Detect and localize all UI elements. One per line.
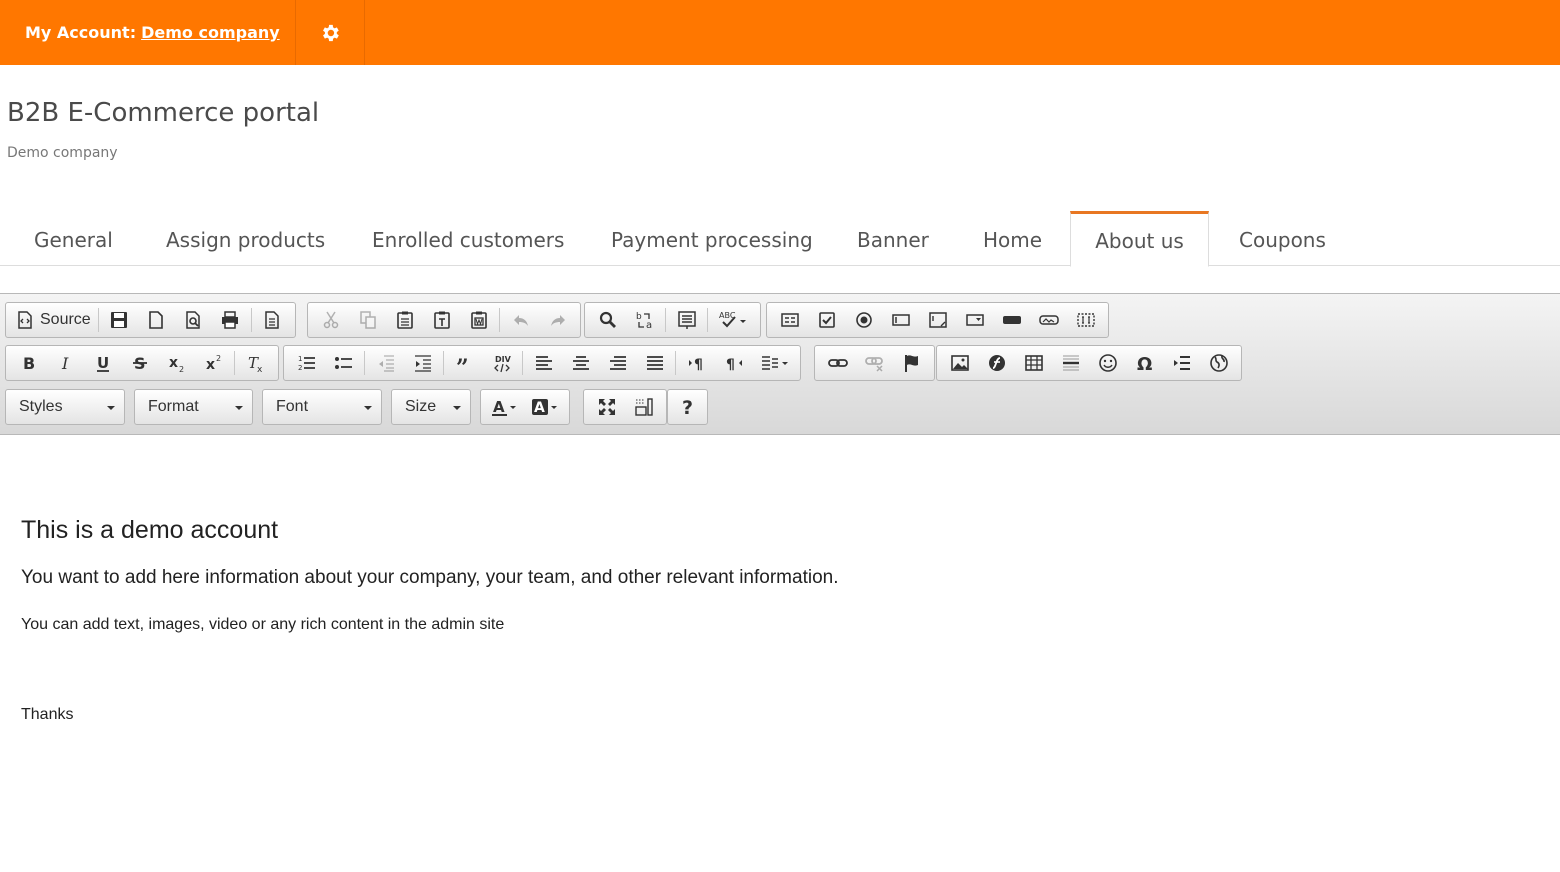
svg-text:2: 2: [178, 365, 184, 373]
tab-enrolled-customers[interactable]: Enrolled customers: [372, 227, 565, 252]
select-button[interactable]: [956, 305, 993, 335]
tab-payment-processing[interactable]: Payment processing: [611, 227, 813, 252]
print-button[interactable]: [212, 305, 249, 335]
preview-icon: [183, 310, 203, 330]
paste-text-icon: [432, 310, 452, 330]
page-break-icon: [1172, 353, 1192, 373]
svg-text:B: B: [22, 354, 35, 373]
numbered-list-button[interactable]: [288, 348, 325, 378]
flash-button[interactable]: [978, 348, 1015, 378]
svg-text:x: x: [168, 355, 178, 371]
align-justify-icon: [645, 353, 665, 373]
forms-group: [766, 302, 1109, 338]
paste-word-button[interactable]: [460, 305, 497, 335]
save-button[interactable]: [101, 305, 138, 335]
superscript-button[interactable]: [195, 348, 232, 378]
link-button[interactable]: [819, 348, 856, 378]
select-icon: [965, 310, 985, 330]
help-button[interactable]: [669, 392, 706, 422]
text-direction-ltr-icon: [687, 353, 707, 373]
align-center-icon: [571, 353, 591, 373]
svg-text:x: x: [256, 365, 262, 373]
unlink-button[interactable]: [856, 348, 893, 378]
separator: [499, 308, 500, 332]
unlink-icon: [865, 353, 885, 373]
text-direction-rtl-icon: [724, 353, 744, 373]
colors-group: [480, 389, 570, 425]
select-all-icon: [677, 310, 697, 330]
undo-button[interactable]: [502, 305, 539, 335]
links-group: [814, 345, 935, 381]
text-color-button[interactable]: [485, 392, 525, 422]
subscript-button[interactable]: [158, 348, 195, 378]
svg-text:T: T: [247, 354, 258, 372]
underline-icon: [93, 353, 113, 373]
increase-indent-button[interactable]: [404, 348, 441, 378]
font-dropdown[interactable]: [262, 389, 382, 425]
maximize-button[interactable]: [588, 392, 625, 422]
svg-text:?: ?: [681, 397, 693, 417]
image-button[interactable]: [941, 348, 978, 378]
tab-home[interactable]: Home: [983, 227, 1043, 252]
remove-format-button[interactable]: [237, 348, 274, 378]
help-group: [667, 389, 708, 425]
underline-button[interactable]: [84, 348, 121, 378]
chevron-down-icon: [235, 406, 243, 410]
svg-text:x: x: [205, 357, 215, 373]
background-color-icon: [531, 397, 559, 417]
new-page-button[interactable]: [138, 305, 175, 335]
align-left-icon: [534, 353, 554, 373]
preview-button[interactable]: [175, 305, 212, 335]
ltr-button[interactable]: [678, 348, 715, 378]
radio-icon: [854, 310, 874, 330]
styles-dropdown[interactable]: [5, 389, 125, 425]
insert-group: [936, 345, 1242, 381]
subscript-icon: [167, 353, 187, 373]
hidden-field-icon: [1076, 310, 1096, 330]
svg-text:”: ”: [455, 355, 469, 373]
horizontal-rule-button[interactable]: [1052, 348, 1089, 378]
size-dropdown[interactable]: [391, 389, 471, 425]
bulleted-list-button[interactable]: [325, 348, 362, 378]
italic-icon: [56, 353, 76, 373]
chevron-down-icon: [364, 406, 372, 410]
gear-icon: [319, 22, 341, 44]
svg-text:Ω: Ω: [1136, 354, 1152, 373]
image-button-icon: [1039, 310, 1059, 330]
checkbox-icon: [817, 310, 837, 330]
account-section: [0, 0, 296, 65]
font-label: Font: [276, 398, 309, 415]
strikethrough-icon: [130, 353, 150, 373]
hidden-field-button[interactable]: [1067, 305, 1104, 335]
styles-label: Styles: [19, 398, 63, 415]
textarea-button[interactable]: [919, 305, 956, 335]
clipboard-group: [307, 302, 581, 338]
align-right-button[interactable]: [599, 348, 636, 378]
content-heading: This is a demo account: [21, 516, 279, 544]
copy-button[interactable]: [349, 305, 386, 335]
show-blocks-icon: [634, 397, 654, 417]
separator: [443, 351, 444, 375]
page-subtitle: Demo company: [7, 145, 118, 161]
smiley-icon: [1098, 353, 1118, 373]
separator: [364, 351, 365, 375]
content-paragraph: Thanks: [21, 706, 74, 723]
link-icon: [828, 353, 848, 373]
superscript-icon: [204, 353, 224, 373]
tab-assign-products[interactable]: Assign products: [166, 227, 326, 252]
tab-bar: [0, 211, 1560, 266]
smiley-button[interactable]: [1089, 348, 1126, 378]
find-button[interactable]: [589, 305, 626, 335]
horizontal-rule-icon: [1061, 353, 1081, 373]
content-paragraph: You want to add here information about your company, your team, and other relevant information.: [21, 567, 839, 588]
indent-icon: [413, 353, 433, 373]
svg-text:DIV: DIV: [494, 355, 511, 364]
svg-text:¶: ¶: [693, 357, 703, 373]
image-icon: [950, 353, 970, 373]
svg-text:¶: ¶: [725, 357, 735, 373]
bold-icon: [19, 353, 39, 373]
form-button[interactable]: [771, 305, 808, 335]
svg-text:A: A: [534, 400, 545, 416]
strike-button[interactable]: [121, 348, 158, 378]
radio-button[interactable]: [845, 305, 882, 335]
align-center-button[interactable]: [562, 348, 599, 378]
company-link[interactable]: Demo company: [141, 23, 280, 42]
separator: [251, 308, 252, 332]
table-icon: [1024, 353, 1044, 373]
omega-icon: [1135, 353, 1155, 373]
create-div-button[interactable]: [483, 348, 520, 378]
size-label: Size: [405, 398, 437, 415]
tab-about-us[interactable]: About us: [1070, 211, 1209, 267]
image-button-button[interactable]: [1030, 305, 1067, 335]
div-icon: [492, 353, 512, 373]
account-label: My Account:: [25, 23, 137, 42]
decrease-indent-button[interactable]: [367, 348, 404, 378]
blockquote-button[interactable]: [446, 348, 483, 378]
button-widget-button[interactable]: [993, 305, 1030, 335]
bold-button[interactable]: [10, 348, 47, 378]
format-label: Format: [148, 398, 199, 415]
replace-button[interactable]: [626, 305, 663, 335]
checkbox-button[interactable]: [808, 305, 845, 335]
undo-icon: [511, 310, 531, 330]
paste-button[interactable]: [386, 305, 423, 335]
page-title: B2B E-Commerce portal: [7, 98, 320, 128]
svg-text:b: b: [635, 312, 642, 322]
numbered-list-icon: [297, 353, 317, 373]
maximize-icon: [597, 397, 617, 417]
svg-text:I: I: [61, 354, 68, 373]
format-dropdown[interactable]: [134, 389, 253, 425]
svg-text:U: U: [96, 354, 109, 372]
cut-button[interactable]: [312, 305, 349, 335]
bulleted-list-icon: [334, 353, 354, 373]
replace-icon: [635, 310, 655, 330]
language-icon: [760, 353, 788, 373]
svg-text:ABC: ABC: [719, 311, 736, 320]
form-icon: [780, 310, 800, 330]
separator: [98, 308, 99, 332]
paste-icon: [395, 310, 415, 330]
svg-text:2: 2: [297, 364, 302, 372]
content-paragraph: You can add text, images, video or any rich content in the admin site: [21, 616, 505, 633]
separator: [234, 351, 235, 375]
flag-icon: [902, 353, 922, 373]
help-icon: [678, 397, 698, 417]
view-group: [583, 389, 667, 425]
select-all-button[interactable]: [668, 305, 705, 335]
justify-button[interactable]: [636, 348, 673, 378]
tab-general[interactable]: General: [34, 227, 113, 252]
svg-text:A: A: [493, 398, 505, 416]
redo-icon: [548, 310, 568, 330]
anchor-button[interactable]: [893, 348, 930, 378]
copy-icon: [358, 310, 378, 330]
iframe-button[interactable]: [1200, 348, 1237, 378]
textfield-icon: [891, 310, 911, 330]
editor-content[interactable]: [0, 436, 1560, 872]
settings-button[interactable]: [296, 0, 365, 65]
tab-banner[interactable]: Banner: [857, 227, 929, 252]
spellcheck-icon: [719, 310, 747, 330]
cut-icon: [321, 310, 341, 330]
source-label: Source: [40, 311, 91, 328]
tab-coupons[interactable]: Coupons: [1239, 227, 1326, 252]
paste-text-button[interactable]: [423, 305, 460, 335]
source-button[interactable]: [10, 305, 96, 335]
remove-format-icon: [246, 353, 266, 373]
separator: [665, 308, 666, 332]
italic-button[interactable]: [47, 348, 84, 378]
text-color-icon: [491, 397, 519, 417]
outdent-icon: [376, 353, 396, 373]
separator: [675, 351, 676, 375]
separator: [707, 308, 708, 332]
page-break-button[interactable]: [1163, 348, 1200, 378]
align-left-button[interactable]: [525, 348, 562, 378]
textfield-button[interactable]: [882, 305, 919, 335]
align-right-icon: [608, 353, 628, 373]
paste-word-icon: [469, 310, 489, 330]
language-button[interactable]: [752, 348, 796, 378]
textarea-icon: [928, 310, 948, 330]
svg-text:a: a: [645, 320, 652, 330]
chevron-down-icon: [107, 406, 115, 410]
svg-text:2: 2: [215, 354, 221, 363]
globe-icon: [1209, 353, 1229, 373]
table-button[interactable]: [1015, 348, 1052, 378]
svg-text:S: S: [133, 354, 146, 373]
quote-icon: [455, 353, 475, 373]
search-icon: [598, 310, 618, 330]
editing-group: [584, 302, 761, 338]
templates-icon: [262, 310, 282, 330]
editor-toolbar: [0, 293, 1560, 435]
basic-styles-group: [5, 345, 279, 381]
document-group: [5, 302, 296, 338]
flash-icon: [987, 353, 1007, 373]
svg-text:1: 1: [297, 355, 302, 363]
show-blocks-button[interactable]: [625, 392, 662, 422]
special-char-button[interactable]: [1126, 348, 1163, 378]
top-bar: [0, 0, 1560, 65]
source-icon: [15, 310, 35, 330]
background-color-button[interactable]: [525, 392, 565, 422]
new-page-icon: [146, 310, 166, 330]
button-widget-icon: [1002, 310, 1022, 330]
rtl-button[interactable]: [715, 348, 752, 378]
separator: [522, 351, 523, 375]
redo-button[interactable]: [539, 305, 576, 335]
paragraph-group: [283, 345, 801, 381]
save-icon: [109, 310, 129, 330]
spellcheck-button[interactable]: [710, 305, 756, 335]
chevron-down-icon: [453, 406, 461, 410]
templates-button[interactable]: [254, 305, 291, 335]
print-icon: [220, 310, 240, 330]
